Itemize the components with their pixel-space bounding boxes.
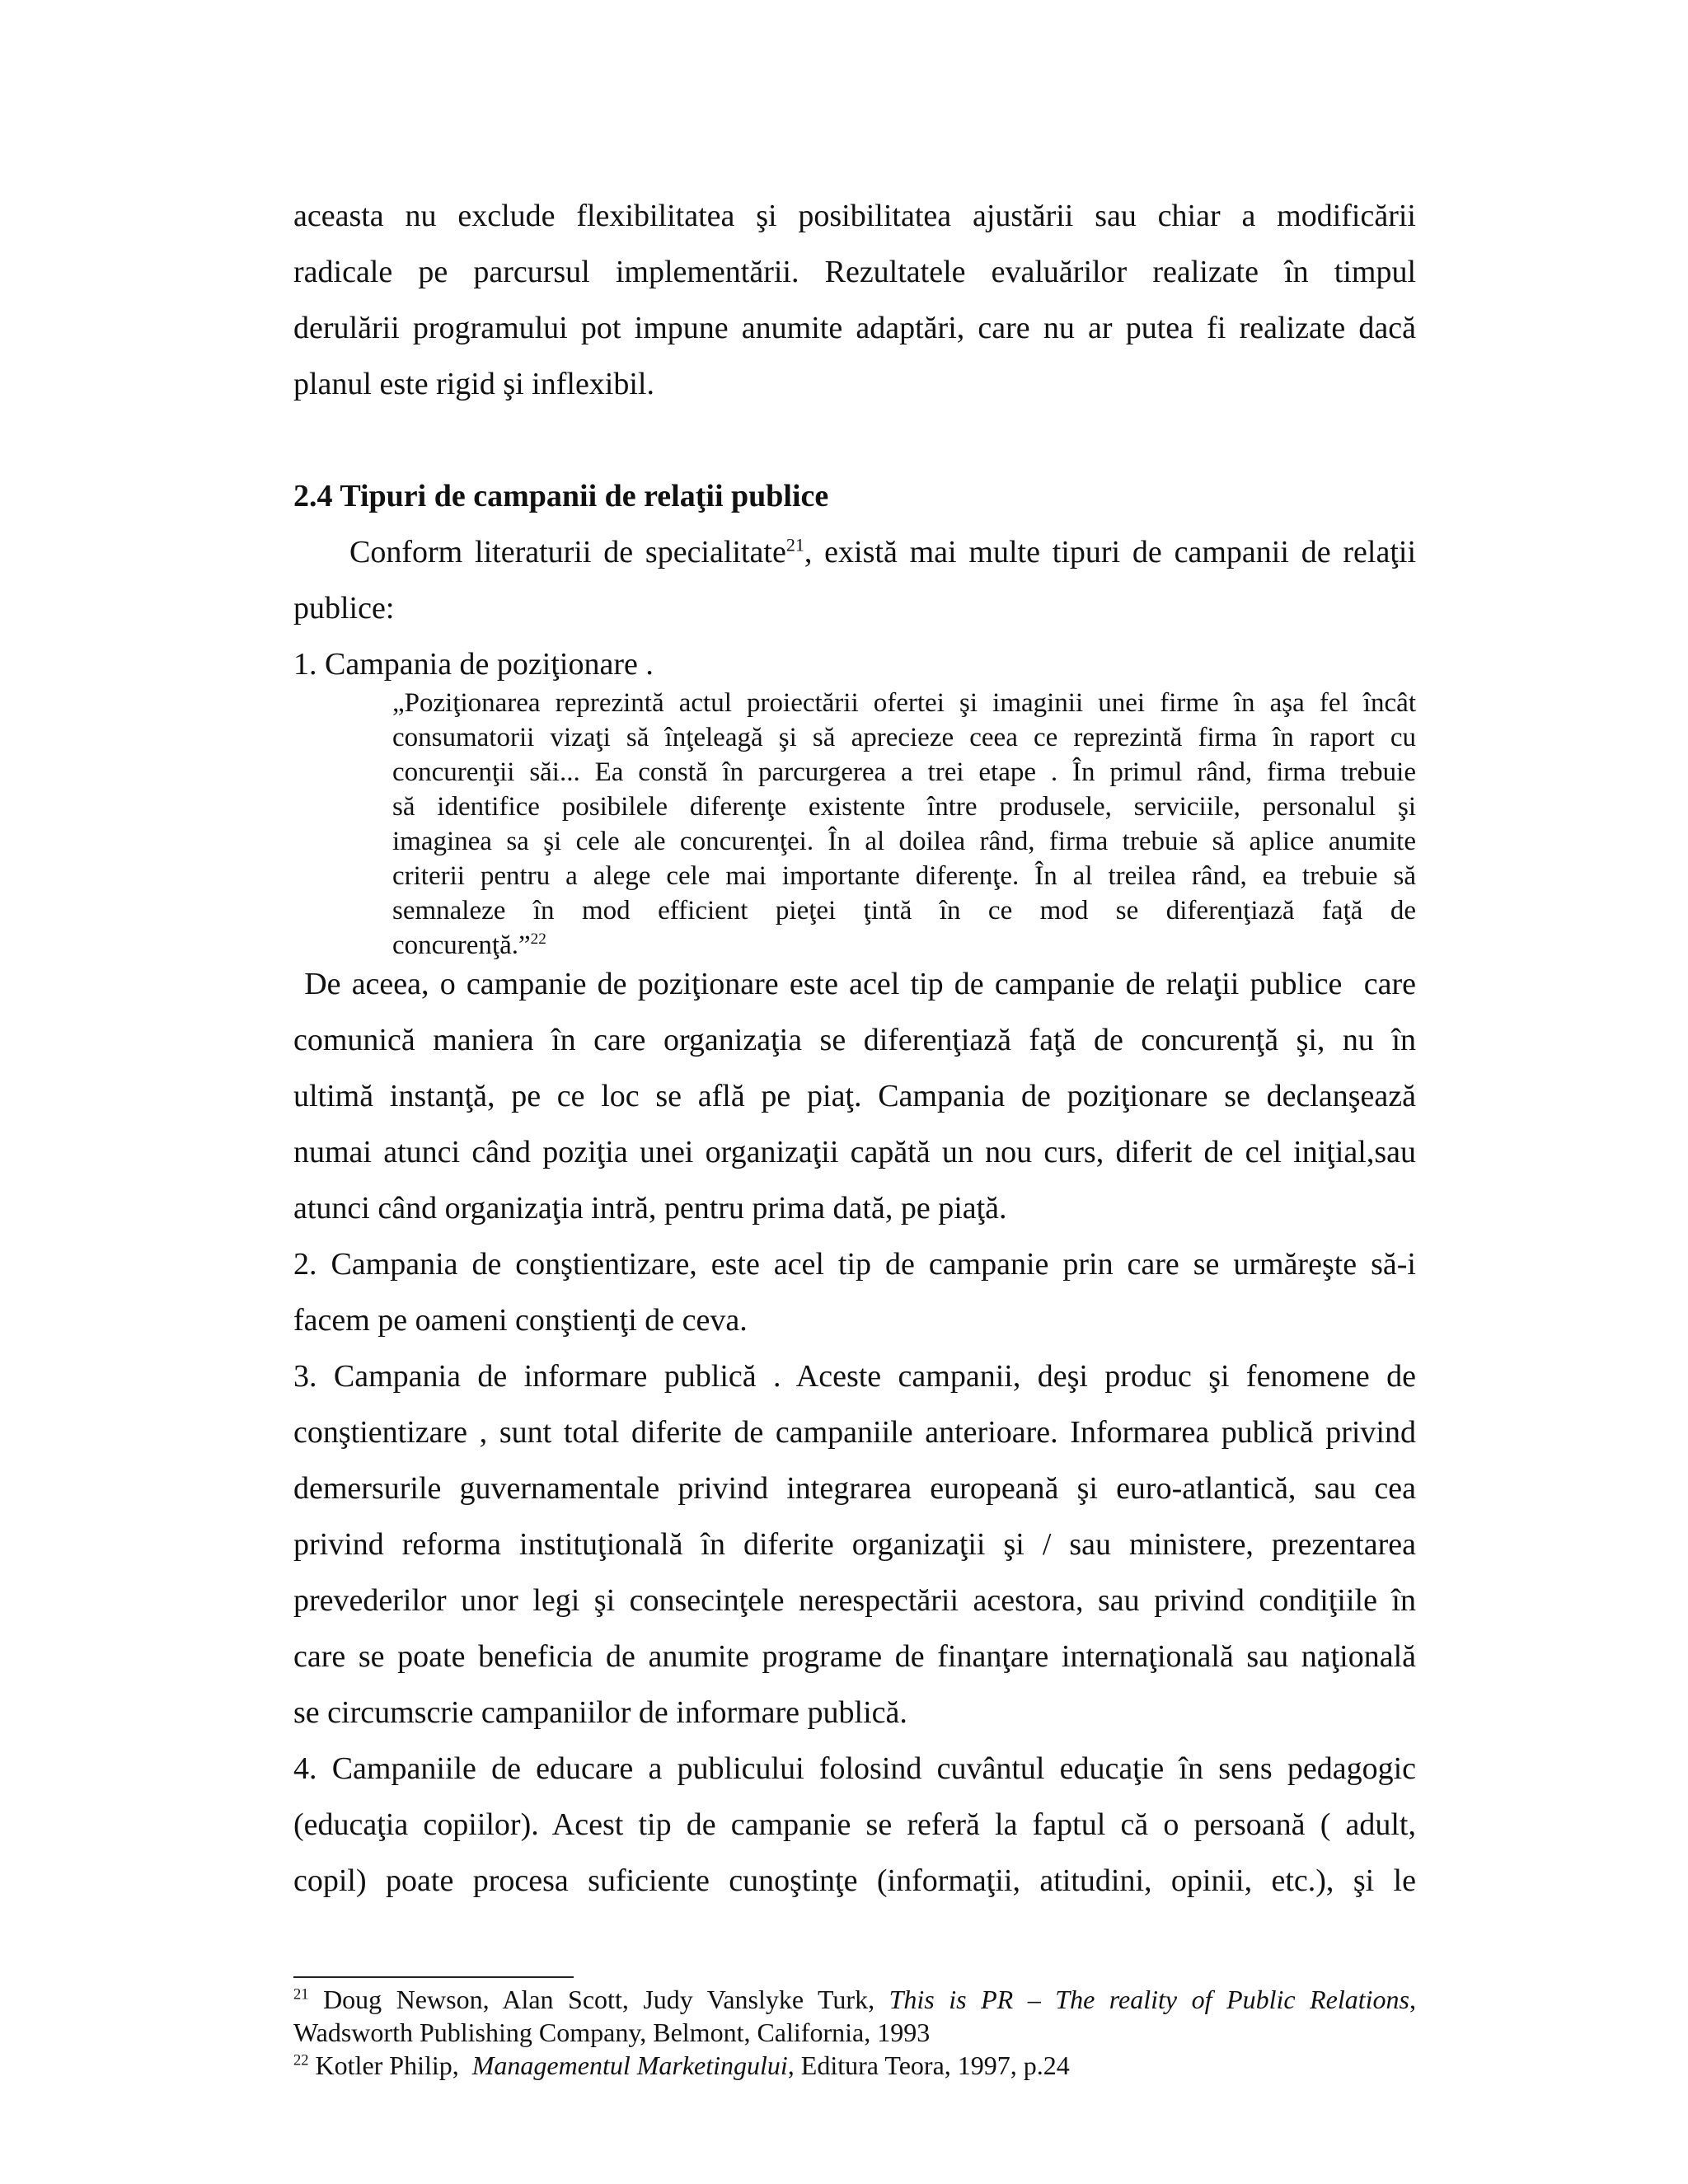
text-line: care se poate beneficia de anumite programe de finanţare internaţională sau naţională [293,1639,1416,1674]
text-line: prevederilor unor legi şi consecinţele nerespectării acestora, sau privind condiţiile în [293,1583,1416,1618]
footnotes [293,1983,1416,2082]
text-line: numai atunci când poziţia unei organizaţii capătă un nou curs, diferit de cel iniţial,sau [293,1135,1416,1169]
section-block [293,468,1416,636]
quote-line: „Poziţionarea reprezintă actul proiectării ofertei şi imaginii unei firme în aşa fel încât [392,688,1416,718]
text-line: aceasta nu exclude flexibilitatea şi posibilitatea ajustării sau chiar a modificării [293,199,1416,233]
text-line: facem pe oameni conştienţi de ceva. [293,1303,748,1338]
footnote-22: $^{22}$ Kotler Philip, Managementul Marketingului, Editura Teora, 1997, p.24 [293,2050,1070,2080]
footnote-21-line2: Wadsworth Publishing Company, Belmont, California, 1993 [293,2018,931,2047]
body-text [293,956,1416,1909]
footnote-number: 21 [293,1985,309,2004]
section-lead-line: Conform literaturii de specialitate$^{21}$, există mai multe tipuri de campanii de relaţii [349,534,1416,569]
item-1-title-block [293,636,1416,692]
footnote-title: Managementul Marketingului [471,2050,788,2080]
text-line: 2. Campania de conştientizare, este acel tip de campanie prin care se urmăreşte să-i [293,1247,1416,1282]
text-line: 3. Campania de informare publică . Aceste campanii, deşi produc şi fenomene de [293,1359,1416,1394]
block-quote [392,686,1416,963]
section-heading: 2.4 Tipuri de campanii de relaţii publice [293,479,829,513]
quote-line: criterii pentru a alege cele mai importante diferenţe. În al treilea rând, ea trebuie să [392,861,1416,891]
text-line: derulării programului pot impune anumite adaptări, care nu ar putea fi realizate dacă [293,311,1416,345]
text-line: De aceea, o campanie de poziţionare este acel tip de campanie de relaţii publice care [293,967,1416,1001]
text-line: radicale pe parcursul implementării. Rezultatele evaluărilor realizate în timpul [293,255,1416,289]
quote-line: concurenţii săi... Ea constă în parcurgerea a trei etape . În primul rând, firma trebuie [392,757,1416,787]
footnote-ref-21[interactable]: 21 [785,534,804,555]
quote-last-line: concurenţă.”$^{22}$ [392,930,546,960]
quote-line: imaginea sa şi cele ale concurenţei. În al doilea rând, firma trebuie să aplice anumite [392,827,1416,856]
footnote-ref-22[interactable]: 22 [530,930,546,948]
quote-line: consumatorii vizaţi să înţeleagă şi să aprecieze ceea ce reprezintă firma în raport cu [392,723,1416,752]
quote-line: să identifice posibilele diferenţe existente între produsele, serviciile, personalul şi [392,792,1416,822]
text-line: copil) poate procesa suficiente cunoştinţe (informaţii, atitudini, opinii, etc.), şi le [293,1863,1416,1898]
text-line: 4. Campaniile de educare a publicului folosind cuvântul educaţie în sens pedagogic [293,1751,1416,1786]
text-line: (educaţia copiilor). Acest tip de campanie se referă la faptul că o persoană ( adult, [293,1807,1416,1842]
footnote-title: This is PR – The reality of Public Relations [889,1985,1409,2014]
quote-line: semnaleze în mod efficient pieţei ţintă în ce mod se diferenţiază faţă de [392,896,1416,926]
text-line: comunică maniera în care organizaţia se diferenţiază faţă de concurenţă şi, nu în [293,1023,1416,1057]
text-line: atunci când organizaţia intră, pentru prima dată, pe piaţă. [293,1191,1007,1226]
footnote-number: 22 [293,2051,309,2069]
intro-paragraph [293,188,1416,412]
item-1-title: 1. Campania de poziţionare . [293,647,654,682]
text-line: conştientizare , sunt total diferite de campaniile anterioare. Informarea publică privind [293,1415,1416,1450]
text-line: demersurile guvernamentale privind integrarea europeană şi euro-atlantică, sau cea [293,1471,1416,1506]
text-line: se circumscrie campaniilor de informare publică. [293,1695,907,1730]
footnote-separator [293,1976,574,1978]
footnote-21-line1: $^{21}$ Doug Newson, Alan Scott, Judy Vanslyke Turk, This is PR – The reality of Public Relations, [293,1985,1416,2014]
text-line: ultimă instanţă, pe ce loc se află pe piaţ. Campania de poziţionare se declanşează [293,1079,1416,1113]
text-line: planul este rigid şi inflexibil. [293,367,654,401]
text-line: privind reforma instituţională în diferite organizaţii şi / sau ministere, prezentarea [293,1527,1416,1562]
text-line: publice: [293,591,395,626]
